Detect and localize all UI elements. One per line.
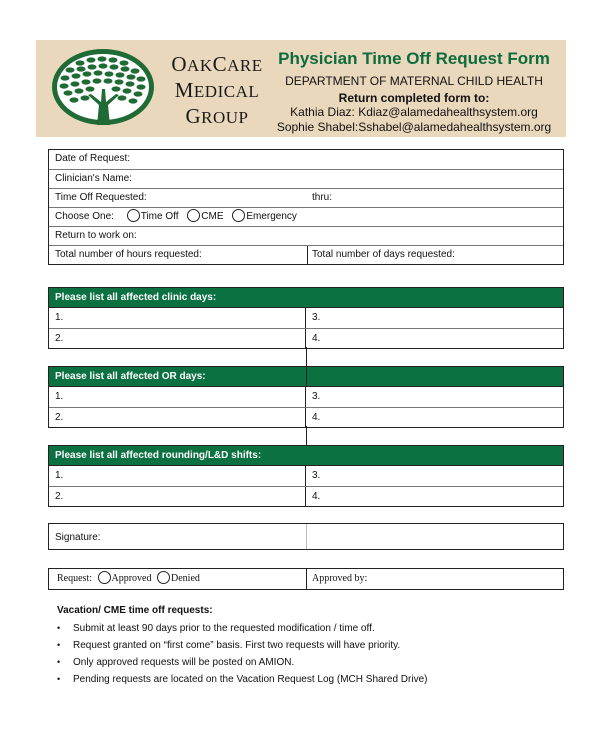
notes-section <box>57 603 557 688</box>
request-info-table <box>48 149 564 265</box>
title-block <box>264 48 564 135</box>
list-item: • Only approved requests will be posted on AMION. <box>57 654 557 671</box>
return-to-work-field[interactable]: Return to work on: <box>49 226 563 245</box>
oak-tree-logo-icon <box>50 47 156 127</box>
denied-radio[interactable] <box>157 571 170 584</box>
header-banner <box>36 40 566 137</box>
list-item[interactable]: 1. 3. <box>49 387 563 407</box>
section-header: Please list all affected clinic days: <box>48 287 564 307</box>
date-of-request-field[interactable]: Date of Request: <box>55 153 131 164</box>
list-item[interactable]: 2. 4. <box>49 328 563 348</box>
list-item[interactable]: 1. 3. <box>49 308 563 328</box>
list-item[interactable]: 2. 4. <box>49 407 563 427</box>
total-hours-field[interactable]: Total number of hours requested: <box>55 249 202 260</box>
department-name: DEPARTMENT OF MATERNAL CHILD HEALTH <box>285 74 543 88</box>
choose-one-row: Choose One: Time Off CME Emergency <box>49 207 563 226</box>
time-off-radio[interactable] <box>127 209 140 222</box>
totals-row <box>49 245 563 264</box>
column-divider <box>306 426 307 445</box>
list-item: • Submit at least 90 days prior to the requested modification / time off. <box>57 620 557 637</box>
clinician-name-field[interactable]: Clinician's Name: <box>49 169 563 188</box>
form-title: Physician Time Off Request Form <box>278 49 550 68</box>
cme-radio[interactable] <box>187 209 200 222</box>
notes-list <box>57 620 557 688</box>
rounding-shifts-section <box>48 445 564 507</box>
thru-field[interactable]: thru: <box>312 192 333 203</box>
or-days-section <box>48 366 564 428</box>
section-header: Please list all affected rounding/L&D shifts: <box>48 445 564 465</box>
approval-row: Request: Approved Denied Approved by: <box>48 568 564 590</box>
notes-heading: Vacation/ CME time off requests: <box>57 605 213 616</box>
emergency-radio[interactable] <box>232 209 245 222</box>
return-label: Return completed form to: <box>338 91 490 105</box>
list-item: • Pending requests are located on the Vacation Request Log (MCH Shared Drive) <box>57 671 557 688</box>
clinic-days-section <box>48 287 564 349</box>
column-divider <box>306 347 307 366</box>
approved-by-field[interactable]: Approved by: <box>306 569 367 589</box>
list-item[interactable]: 1. 3. <box>49 466 563 486</box>
contact-kathia: Kathia Diaz: Kdiaz@alamedahealthsystem.org <box>290 105 538 119</box>
signature-field[interactable]: Signature: <box>48 523 564 550</box>
brand-name: OAKCARE MEDICAL GROUP <box>171 52 263 128</box>
section-header: Please list all affected OR days: <box>48 366 564 386</box>
total-days-field[interactable]: Total number of days requested: <box>307 246 455 264</box>
list-item[interactable]: 2. 4. <box>49 486 563 506</box>
list-item: • Request granted on “first come” basis. First two requests will have priority. <box>57 637 557 654</box>
time-off-requested-field[interactable]: Time Off Requested: thru: <box>49 188 563 207</box>
contact-sophie: Sophie Shabel:Sshabel@alamedahealthsystem.org <box>276 120 552 134</box>
approved-radio[interactable] <box>98 571 111 584</box>
